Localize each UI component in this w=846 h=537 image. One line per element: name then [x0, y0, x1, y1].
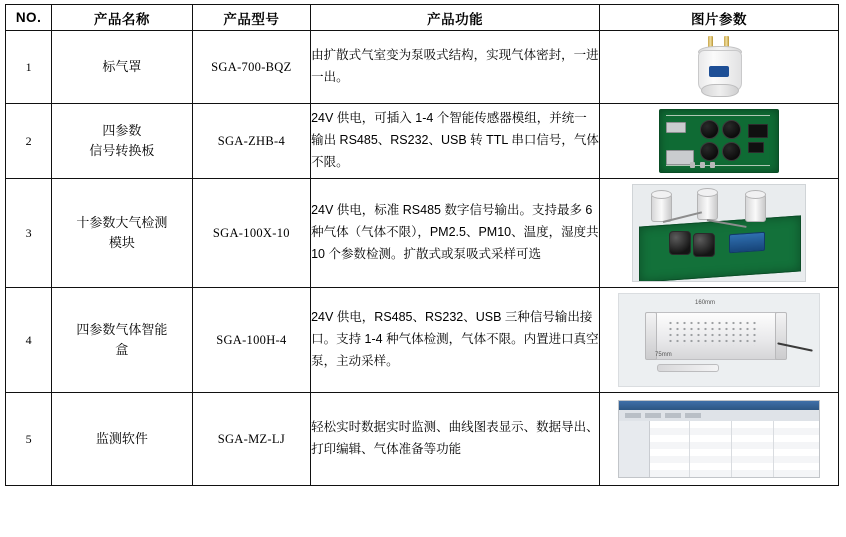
software-grid-divider	[689, 421, 690, 477]
row-product-function: 由扩散式气室变为泵吸式结构，实现气体密封，一进一出。	[311, 31, 600, 104]
pcb-silk-trace	[666, 115, 770, 116]
row-product-name: 标气罩	[52, 31, 193, 104]
image-container	[600, 109, 838, 173]
module-pm-sensor-icon	[729, 232, 765, 254]
row-product-model: SGA-MZ-LJ	[192, 393, 310, 486]
row-no: 4	[6, 288, 52, 393]
row-product-model: SGA-700-BQZ	[192, 31, 310, 104]
software-grid-divider	[773, 421, 774, 477]
image-dimension-bottom: 75mm	[655, 352, 672, 358]
smartbox-endcap-right-icon	[775, 312, 787, 360]
row-product-image	[600, 393, 839, 486]
product-spec-sheet	[0, 4, 846, 537]
gas-calibration-hood-photo	[695, 36, 743, 98]
row-product-name	[52, 179, 193, 288]
software-titlebar-icon	[619, 401, 819, 410]
header-no: NO.	[6, 5, 52, 31]
pcb-chip-icon	[748, 124, 768, 138]
pcb-usb-connector-icon	[666, 122, 686, 133]
hood-brand-label	[709, 66, 729, 77]
table-row	[6, 31, 839, 104]
image-dimension-top: 160mm	[695, 300, 716, 306]
pcb-sensor-socket-icon	[700, 120, 719, 139]
image-container	[600, 293, 838, 387]
module-gas-sensor-icon	[745, 193, 766, 222]
table-body	[6, 31, 839, 486]
product-name-line-2: 模块	[108, 235, 135, 250]
image-container	[600, 400, 838, 478]
pcb-silk-trace	[666, 165, 770, 166]
software-toolbar-button-icon	[645, 413, 661, 418]
module-gas-sensor-icon	[697, 191, 718, 220]
row-no: 2	[6, 104, 52, 179]
ten-parameter-atmosphere-module-photo	[632, 184, 806, 282]
row-product-name	[52, 104, 193, 179]
pcb-capacitor-icon	[710, 162, 715, 168]
table-row	[6, 288, 839, 393]
row-product-function: 24V 供电，可插入 1-4 个智能传感器模组，并统一输出 RS485、RS232、USB 转 TTL 串口信号，气体不限。	[311, 104, 600, 179]
row-product-function: 24V 供电，标准 RS485 数字信号输出。支持最多 6 种气体（气体不限），PM2.5、PM10、温度，湿度共 10 个参数检测。扩散式或泵吸式采样可选	[311, 179, 600, 288]
module-dark-sensor-icon	[693, 233, 715, 257]
row-product-function: 轻松实时数据实时监测、曲线图表显示、数据导出、打印编辑、气体准备等功能	[311, 393, 600, 486]
table-header	[6, 5, 839, 31]
row-product-image	[600, 31, 839, 104]
product-name-line-1: 四参数气体智能	[76, 321, 168, 337]
row-product-image	[600, 288, 839, 393]
hood-base-icon	[701, 84, 739, 97]
table-row	[6, 179, 839, 288]
product-name-line-2: 信号转换板	[89, 143, 155, 158]
pcb-sensor-socket-icon	[700, 142, 719, 161]
four-parameter-smart-box-photo	[618, 293, 820, 387]
product-name-line-2: 盒	[115, 342, 129, 357]
row-product-name: 监测软件	[52, 393, 193, 486]
row-product-function: 24V 供电，RS485、RS232、USB 三种信号输出接口。支持 1-4 种气体检测，气体不限。内置进口真空泵，主动采样。	[311, 288, 600, 393]
table-row	[6, 104, 839, 179]
header-product-model: 产品型号	[192, 5, 310, 31]
software-toolbar-button-icon	[625, 413, 641, 418]
module-gas-sensor-icon	[651, 193, 672, 222]
monitoring-software-screenshot	[618, 400, 820, 478]
header-image-parameters: 图片参数	[600, 5, 839, 31]
row-product-image	[600, 179, 839, 288]
software-toolbar-button-icon	[665, 413, 681, 418]
pcb-chip-icon	[748, 142, 764, 153]
header-product-function: 产品功能	[311, 5, 600, 31]
pcb-capacitor-icon	[690, 162, 695, 168]
image-container	[600, 36, 838, 98]
software-grid-divider	[731, 421, 732, 477]
row-product-image	[600, 104, 839, 179]
row-product-model: SGA-100X-10	[192, 179, 310, 288]
header-product-name: 产品名称	[52, 5, 193, 31]
product-name-line-1: 十参数大气检测	[76, 214, 168, 230]
table-header-row	[6, 5, 839, 31]
pcb-sensor-socket-icon	[722, 120, 741, 139]
row-product-model: SGA-100H-4	[192, 288, 310, 393]
product-table	[5, 4, 839, 486]
row-product-name	[52, 288, 193, 393]
table-row	[6, 393, 839, 486]
software-toolbar-button-icon	[685, 413, 701, 418]
software-side-panel-icon	[619, 421, 650, 477]
image-container	[600, 184, 838, 282]
software-data-grid-icon	[650, 421, 819, 477]
product-name-line-1: 四参数	[102, 122, 142, 138]
pcb-capacitor-icon	[700, 162, 705, 168]
module-pcb-board-icon	[639, 215, 801, 282]
row-no: 3	[6, 179, 52, 288]
module-dark-sensor-icon	[669, 231, 691, 255]
smartbox-probe-icon	[657, 364, 719, 372]
row-no: 1	[6, 31, 52, 104]
signal-converter-pcb-photo	[659, 109, 779, 173]
smartbox-vent-grille-icon	[667, 320, 759, 346]
row-no: 5	[6, 393, 52, 486]
row-product-model: SGA-ZHB-4	[192, 104, 310, 179]
pcb-sensor-socket-icon	[722, 142, 741, 161]
